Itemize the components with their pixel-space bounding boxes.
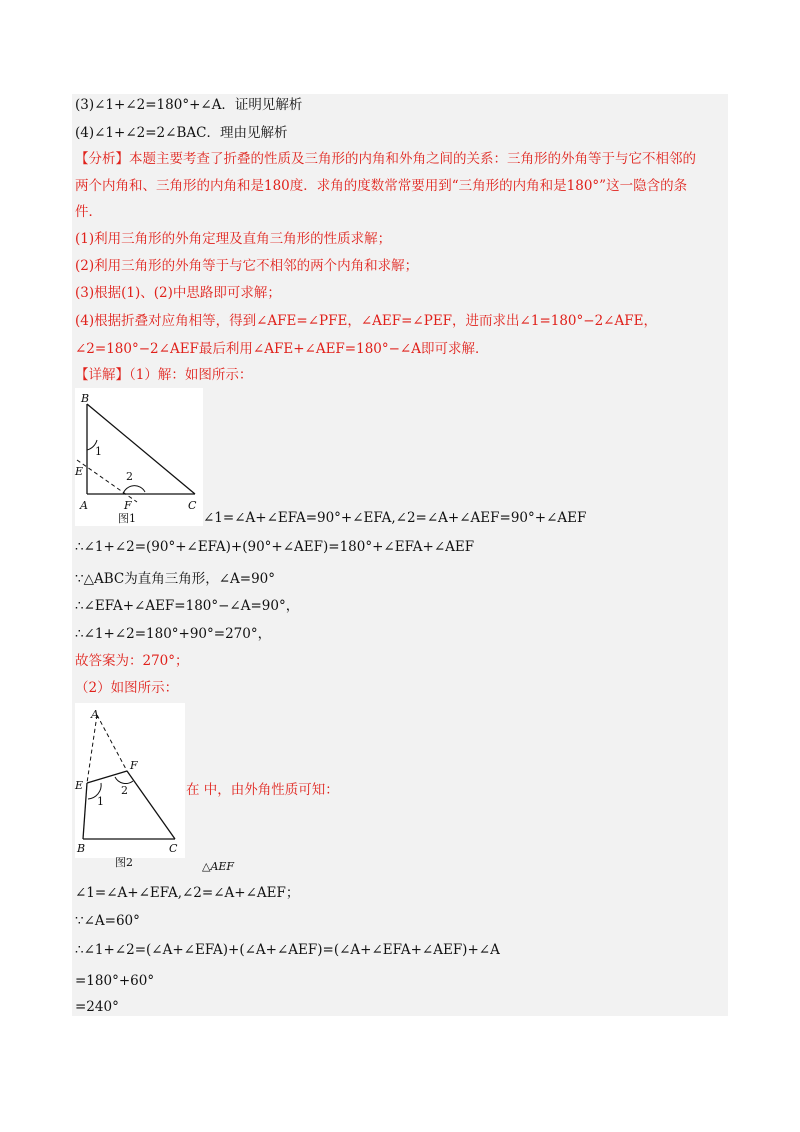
part-2-heading: （2）如图所示： (75, 680, 179, 696)
fig2-label-b: B (77, 842, 86, 855)
fig2-triangle-name: △AEF (202, 860, 235, 873)
fig1-label-f: F (124, 499, 132, 512)
fig1-label-a: A (80, 499, 88, 512)
step-3: ∴∠EFA+∠AEF=180°−∠A=90°， (75, 598, 300, 614)
fig1-label-e: E (75, 465, 84, 478)
hint-line-2: (2)利用三角形的外角等于与它不相邻的两个内角和求解； (75, 258, 419, 274)
fig2-angle-1: 1 (97, 795, 104, 808)
fig1-caption: 图1 (118, 512, 136, 525)
eq-2a: ∠1=∠A+∠EFA,∠2=∠A+∠AEF； (75, 885, 300, 901)
fig1-angle-1: 1 (95, 445, 102, 458)
fig2-angle-2: 2 (121, 784, 128, 797)
analysis-line-3: 件． (75, 204, 102, 220)
eq-2b: ∵∠A=60° (75, 913, 140, 929)
fig1-label-b: B (81, 392, 90, 405)
answer-line-4: (4)∠1+∠2=2∠BAC．理由见解析 (75, 125, 288, 141)
hint-line-3: (3)根据(1)、(2)中思路即可求解； (75, 285, 281, 301)
step-1: ∴∠1+∠2=(90°+∠EFA)+(90°+∠AEF)=180°+∠EFA+∠AEF (75, 539, 475, 555)
analysis-line-1: 【分析】本题主要考查了折叠的性质及三角形的内角和外角之间的关系：三角形的外角等于与它不相邻的 (75, 151, 696, 167)
answer-line-3: (3)∠1+∠2=180°+∠A．证明见解析 (75, 97, 303, 113)
fig1-label-c: C (188, 499, 197, 512)
figure-2 (75, 703, 185, 869)
hint-line-4: (4)根据折叠对应角相等，得到∠AFE=∠PFE，∠AEF=∠PEF，进而求出∠1=180°−2∠AFE， (75, 313, 657, 329)
fig2-label-a: A (91, 708, 99, 721)
figure-1 (75, 388, 203, 526)
hint-line-5: ∠2=180°−2∠AEF最后利用∠AFE+∠AEF=180°−∠A即可求解． (75, 341, 489, 357)
eq-2d: =180°+60° (75, 973, 155, 989)
eq-2c: ∴∠1+∠2=(∠A+∠EFA)+(∠A+∠AEF)=(∠A+∠EFA+∠AEF)+∠A (75, 942, 500, 958)
answer-1: 故答案为：270°； (75, 653, 189, 669)
fig1-equation: ∠1=∠A+∠EFA=90°+∠EFA,∠2=∠A+∠AEF=90°+∠AEF (203, 510, 587, 526)
detail-heading: 【详解】（1）解：如图所示： (75, 367, 253, 383)
fig2-label-c: C (169, 842, 178, 855)
step-2: ∵△ABC为直角三角形，∠A=90° (75, 571, 276, 587)
fig1-angle-2: 2 (126, 470, 133, 483)
fig2-caption: 图2 (115, 856, 133, 869)
step-4: ∴∠1+∠2=180°+90°=270°， (75, 626, 272, 642)
hint-line-1: (1)利用三角形的外角定理及直角三角形的性质求解； (75, 231, 392, 247)
eq-2e: =240° (75, 999, 119, 1015)
analysis-line-2: 两个内角和、三角形的内角和是180度．求角的度数常常要用到“三角形的内角和是180°”这一隐含的条 (75, 178, 688, 194)
fig2-label-f: F (130, 759, 138, 772)
fig2-caption-text: 在 中，由外角性质可知： (186, 782, 339, 798)
fig2-label-e: E (75, 779, 84, 792)
